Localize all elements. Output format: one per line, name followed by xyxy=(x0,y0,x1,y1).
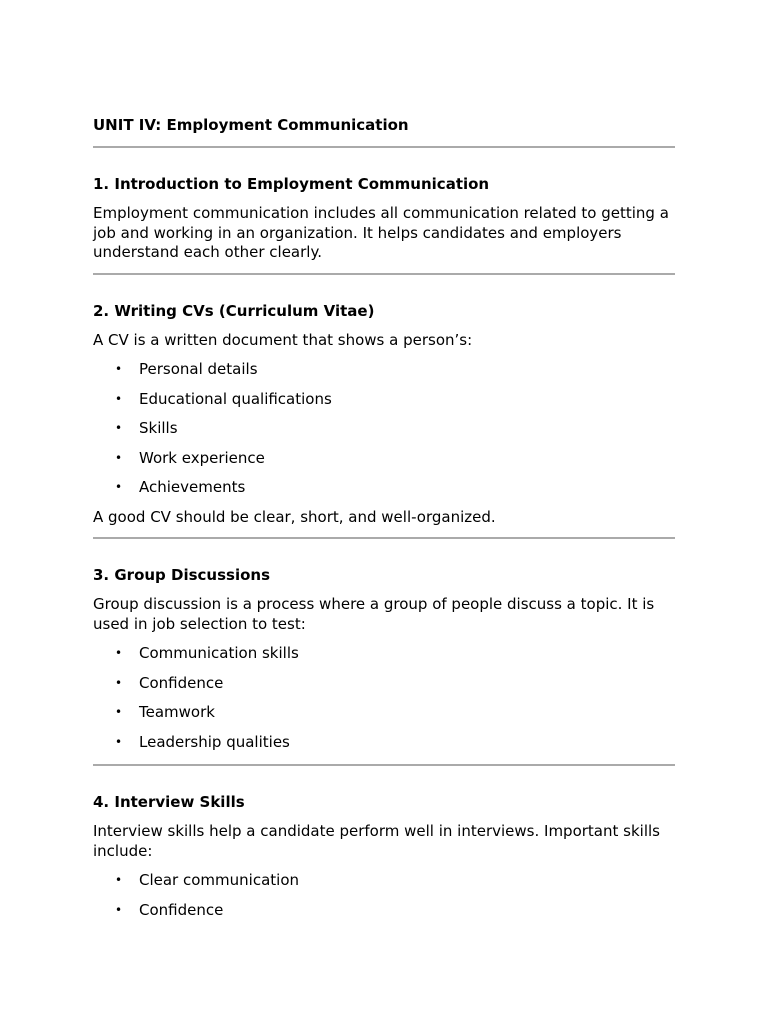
section-paragraph: Employment communication includes all communication related to getting a job and working in an organization. It helps candidates and employers understand each other clearly. xyxy=(93,204,669,261)
list-item xyxy=(93,644,675,664)
section-interview-skills xyxy=(93,793,675,920)
list-item-text: Skills xyxy=(139,419,178,437)
bullet-icon: • xyxy=(115,450,123,465)
list-item-text: Teamwork xyxy=(139,703,215,721)
document-page xyxy=(93,116,675,920)
list-item xyxy=(93,703,675,723)
list-item-text: Confidence xyxy=(139,900,224,919)
bullet-icon: • xyxy=(115,902,123,917)
section-intro: Group discussion is a process where a group of people discuss a topic. It is used in job selection to test: xyxy=(93,595,655,633)
bullet-icon: • xyxy=(115,873,123,887)
bullet-list xyxy=(93,360,675,498)
divider xyxy=(93,537,675,539)
list-item-text: Personal details xyxy=(139,360,258,378)
list-item xyxy=(93,674,675,694)
list-item xyxy=(93,478,675,498)
bullet-icon: • xyxy=(115,421,123,435)
section-title: 2. Writing CVs (Curriculum Vitae) xyxy=(93,301,375,320)
divider xyxy=(93,273,675,275)
bullet-icon: • xyxy=(115,675,123,690)
list-item xyxy=(93,733,675,753)
bullet-list xyxy=(93,871,675,920)
list-item xyxy=(93,419,675,439)
section-group-discussions xyxy=(93,566,675,752)
bullet-icon: • xyxy=(115,391,123,406)
list-item xyxy=(93,360,675,380)
bullet-icon: • xyxy=(115,362,123,376)
section-writing-cvs xyxy=(93,302,675,528)
list-item-text: Communication skills xyxy=(139,644,299,662)
list-item-text: Confidence xyxy=(139,673,224,692)
section-title: 4. Interview Skills xyxy=(93,793,245,811)
section-intro: Interview skills help a candidate perform well in interviews. Important skills include: xyxy=(93,822,660,860)
divider xyxy=(93,146,675,148)
list-item xyxy=(93,449,675,469)
section-intro: A CV is a written document that shows a person’s: xyxy=(93,330,473,349)
bullet-icon: • xyxy=(115,705,123,719)
bullet-icon: • xyxy=(115,480,123,494)
section-title: 3. Group Discussions xyxy=(93,566,271,584)
list-item-text: Clear communication xyxy=(139,871,299,889)
section-introduction xyxy=(93,175,675,263)
list-item-text: Educational qualifications xyxy=(139,389,332,408)
list-item xyxy=(93,871,675,891)
list-item-text: Work experience xyxy=(139,448,265,467)
unit-title: UNIT IV: Employment Communication xyxy=(93,116,409,134)
list-item-text: Achievements xyxy=(139,478,246,496)
bullet-list xyxy=(93,644,675,752)
bullet-icon: • xyxy=(115,646,123,660)
list-item xyxy=(93,390,675,410)
section-title: 1. Introduction to Employment Communication xyxy=(93,175,490,193)
section-outro: A good CV should be clear, short, and well-organized. xyxy=(93,507,496,526)
list-item xyxy=(93,901,675,921)
bullet-icon: • xyxy=(115,734,123,749)
list-item-text: Leadership qualities xyxy=(139,732,290,751)
divider xyxy=(93,764,675,766)
